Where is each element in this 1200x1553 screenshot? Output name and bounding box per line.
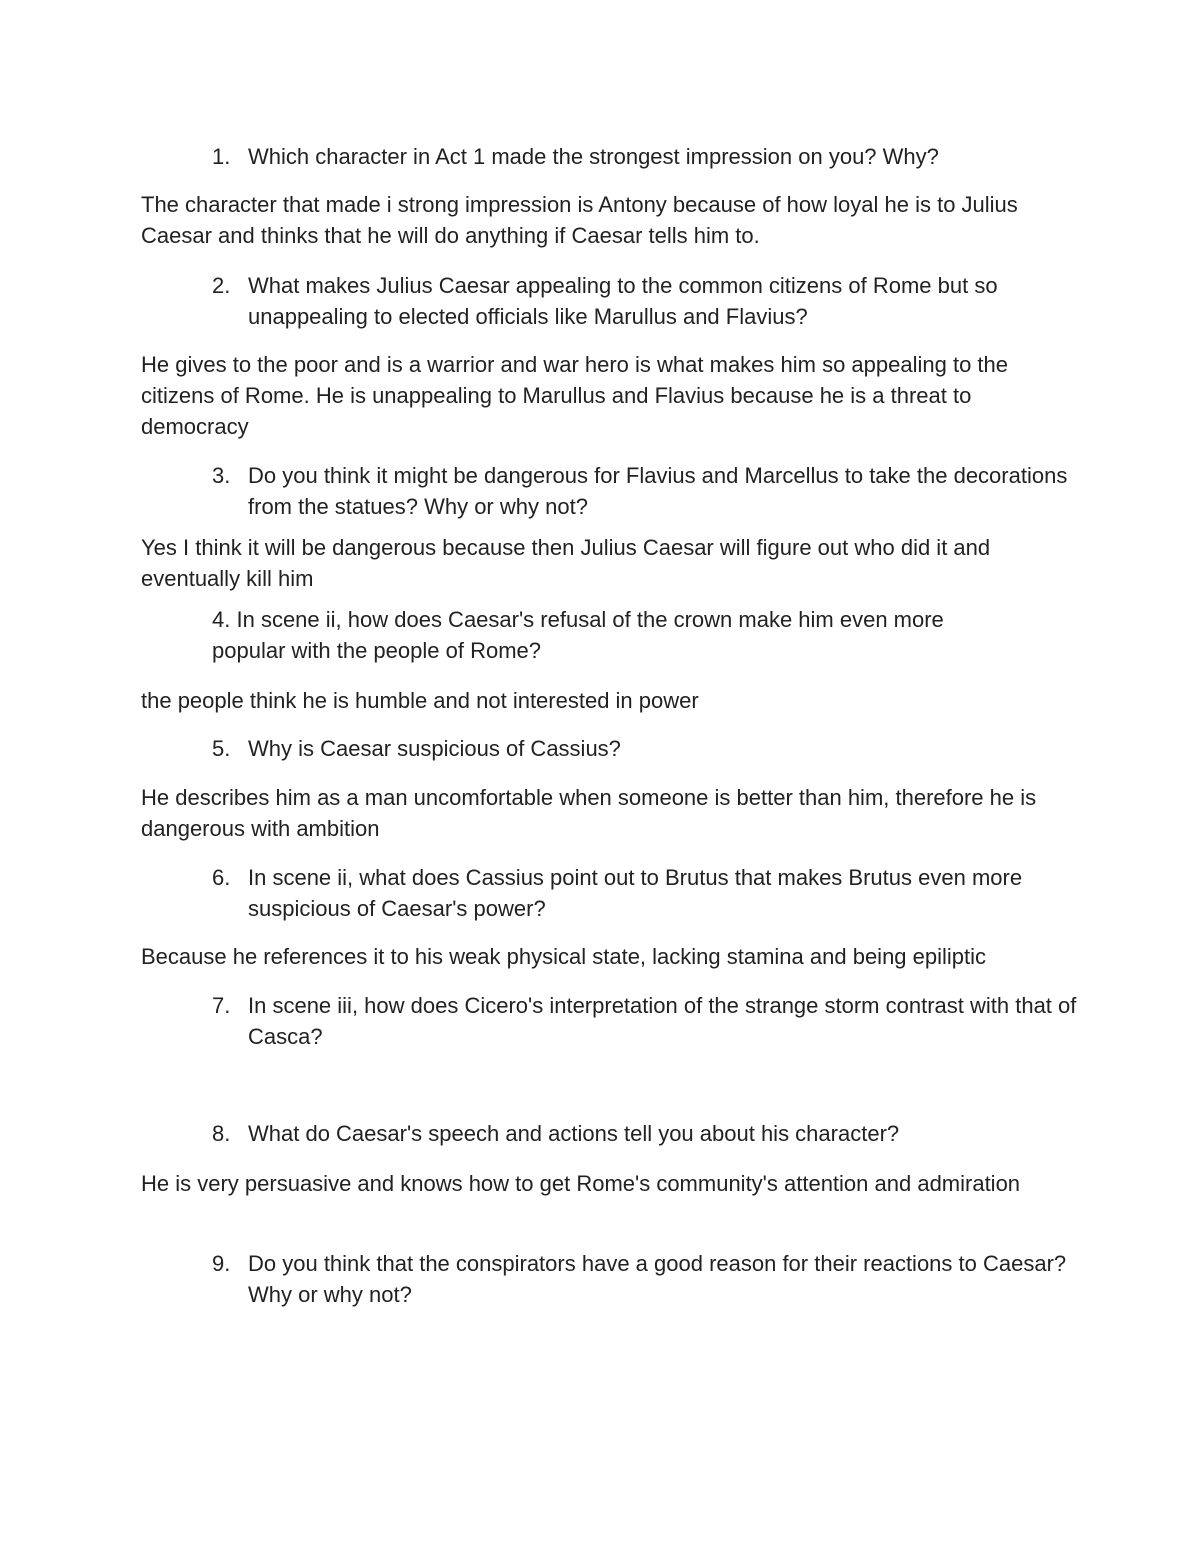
question-8 xyxy=(212,1118,1082,1149)
question-number: 4. xyxy=(212,607,231,632)
question-text: What do Caesar's speech and actions tell you about his character? xyxy=(248,1121,900,1146)
question-3 xyxy=(212,460,1082,522)
question-number: 7. xyxy=(212,993,231,1018)
question-text: What makes Julius Caesar appealing to the common citizens of Rome but so unappealing to elected officials like Marullus and Flavius? xyxy=(248,273,998,329)
question-text: Why is Caesar suspicious of Cassius? xyxy=(248,736,621,761)
question-number: 1. xyxy=(212,144,231,169)
question-9 xyxy=(212,1248,1082,1310)
question-text: In scene ii, what does Cassius point out to Brutus that makes Brutus even more suspicious of Caesar's power? xyxy=(248,865,1023,921)
answer-4: the people think he is humble and not interested in power xyxy=(141,688,699,713)
question-number: 9. xyxy=(212,1251,231,1276)
question-2 xyxy=(212,270,1082,332)
question-text: Do you think that the conspirators have a good reason for their reactions to Caesar? Why or why not? xyxy=(248,1251,1067,1307)
question-1 xyxy=(212,141,1082,172)
answer-6: Because he references it to his weak physical state, lacking stamina and being epiliptic xyxy=(141,944,987,969)
question-7 xyxy=(212,990,1082,1052)
question-5 xyxy=(212,733,1082,764)
answer-1: The character that made i strong impression is Antony because of how loyal he is to Julius Caesar and thinks that he will do anything if Caesar tells him to. xyxy=(141,192,1018,248)
answer-7: He is very persuasive and knows how to get Rome's community's attention and admiration xyxy=(141,1171,1021,1196)
question-number: 3. xyxy=(212,463,231,488)
question-number: 8. xyxy=(212,1121,231,1146)
question-number: 6. xyxy=(212,865,231,890)
question-text: In scene iii, how does Cicero's interpretation of the strange storm contrast with that of Casca? xyxy=(248,993,1077,1049)
question-4 xyxy=(212,604,1022,666)
question-number: 2. xyxy=(212,273,231,298)
question-6 xyxy=(212,862,1082,924)
answer-2: He gives to the poor and is a warrior and war hero is what makes him so appealing to the citizens of Rome. He is unappealing to Marullus and Flavius because he is a threat to democracy xyxy=(141,352,1009,439)
question-text: In scene ii, how does Caesar's refusal of the crown make him even more popular with the people of Rome? xyxy=(212,607,944,663)
question-number: 5. xyxy=(212,736,231,761)
answer-3: Yes I think it will be dangerous because then Julius Caesar will figure out who did it and eventually kill him xyxy=(141,535,991,591)
answer-5: He describes him as a man uncomfortable when someone is better than him, therefore he is dangerous with ambition xyxy=(141,785,1037,841)
question-text: Which character in Act 1 made the strongest impression on you? Why? xyxy=(248,144,939,169)
question-text: Do you think it might be dangerous for Flavius and Marcellus to take the decorations from the statues? Why or why not? xyxy=(248,463,1068,519)
